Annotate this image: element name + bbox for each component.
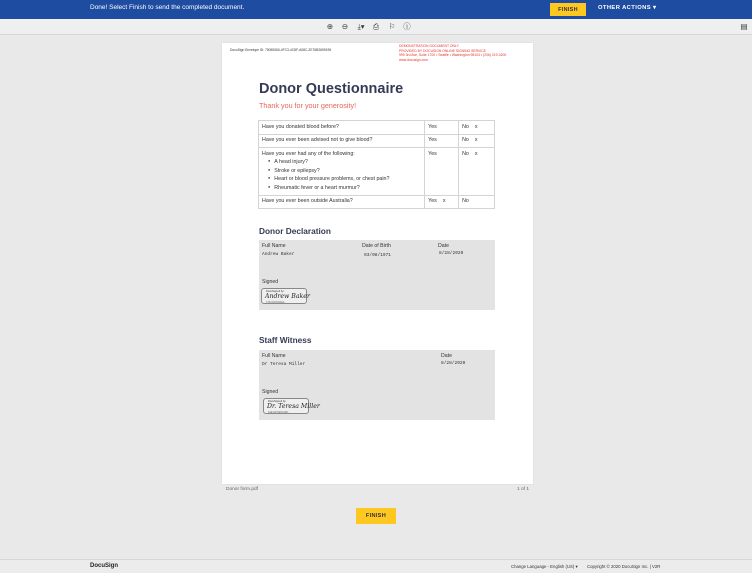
date-label: Date [438, 243, 449, 249]
document-title: Donor Questionnaire [259, 81, 404, 97]
download-icon[interactable]: ⤓▾ [357, 22, 365, 31]
date-value: 8/28/2020 [441, 361, 466, 366]
signature-hash: 4AE11F7FEDA46B... [268, 412, 290, 414]
no-cell[interactable] [459, 121, 495, 135]
yes-label: Yes [428, 198, 437, 204]
other-actions-menu[interactable]: OTHER ACTIONS ▾ [598, 5, 657, 11]
document-toolbar [0, 19, 752, 35]
list-item: ● Stroke or epilepsy? [268, 167, 421, 176]
zoom-out-icon[interactable]: ⊖ [341, 22, 349, 31]
full-name-label: Full Name [262, 353, 286, 359]
docusign-logo: DocuSign [90, 563, 118, 569]
document-page [222, 43, 533, 484]
comment-icon[interactable]: ⚐ [388, 22, 396, 31]
dob-label: Date of Birth [362, 243, 391, 249]
dob-value: 03/08/1971 [364, 253, 392, 258]
document-filename: Donor form.pdf [226, 487, 258, 492]
no-label: No [462, 137, 469, 143]
document-icon[interactable]: ▤ [740, 22, 748, 31]
declaration-title: Donor Declaration [259, 226, 331, 236]
document-subtitle: Thank you for your generosity! [259, 101, 357, 110]
yes-cell[interactable] [425, 134, 459, 148]
help-icon[interactable]: ⓘ [403, 22, 411, 31]
zoom-in-icon[interactable]: ⊕ [326, 22, 334, 31]
date-value: 8/28/2020 [439, 251, 464, 256]
finish-button-bottom[interactable]: FINISH [356, 508, 396, 524]
bottom-bar [0, 559, 752, 573]
no-label: No [462, 198, 469, 204]
checked-mark: x [474, 150, 478, 157]
demo-line: DEMONSTRATION DOCUMENT ONLY [399, 44, 459, 48]
table-row [259, 148, 495, 196]
page-indicator: 1 of 1 [517, 487, 530, 492]
checked-mark: x [442, 198, 446, 204]
yes-label: Yes [428, 137, 437, 143]
checked-mark: x [474, 123, 478, 130]
no-cell[interactable] [459, 148, 495, 196]
question: Have you donated blood before? [259, 121, 425, 135]
full-name-label: Full Name [262, 243, 286, 249]
signed-by-label: DocuSigned by: [266, 290, 285, 293]
list-item: ● A head injury? [268, 158, 421, 167]
yes-label: Yes [428, 150, 437, 157]
list-item: ● Rheumatic fever or a heart murmur? [268, 184, 421, 193]
declaration-card [259, 240, 495, 310]
top-banner [0, 0, 752, 19]
signed-label: Signed [262, 279, 279, 285]
table-row [259, 134, 495, 148]
no-label: No [462, 123, 469, 130]
condition-list [268, 158, 421, 192]
question [259, 148, 425, 196]
print-icon[interactable]: ⎙ [373, 22, 379, 31]
yes-cell[interactable] [425, 121, 459, 135]
date-label: Date [441, 353, 452, 359]
no-cell[interactable] [459, 195, 495, 209]
demo-line: www.docusign.com [399, 58, 429, 63]
demo-line: 999 3rd Ave, Suite 1700 • Seattle • Washington 98104 • (206) 219-0200 [399, 53, 507, 58]
question: Have you ever been advised not to give blood? [259, 134, 425, 148]
signature-hash: C70A1A5C004E4... [266, 302, 287, 304]
question-text: Have you ever had any of the following: [262, 150, 355, 157]
witness-card [259, 350, 495, 420]
witness-title: Staff Witness [259, 335, 312, 345]
change-language-select[interactable]: Change Language - English (US) ▾ [511, 564, 578, 569]
yes-cell[interactable] [425, 148, 459, 196]
signature-box [263, 398, 320, 414]
demo-line: PROVIDED BY DOCUSIGN ONLINE SIGNING SERVICE [399, 48, 486, 53]
yes-cell[interactable] [425, 195, 459, 209]
question: Have you ever been outside Australia? [259, 195, 425, 209]
table-row [259, 121, 495, 135]
list-item: ● Heart or blood pressure problems, or chest pain? [268, 175, 421, 184]
signature: Andrew Baker [265, 293, 310, 300]
checked-mark: x [474, 137, 478, 143]
table-row [259, 195, 495, 209]
full-name-value: Andrew Baker [262, 252, 295, 257]
finish-button-top[interactable]: FINISH [550, 3, 586, 16]
demo-notice [399, 44, 539, 63]
envelope-id: DocuSign Envelope ID: 75055360-4FC3-4C8F-A08C-2E76B2659195 [230, 48, 332, 52]
copyright: Copyright © 2020 DocuSign Inc. | V2R [587, 564, 661, 569]
signed-by-label: DocuSigned by: [268, 400, 287, 403]
signature: Dr. Teresa Miller [267, 403, 320, 410]
completion-message: Done! Select Finish to send the completed document. [90, 4, 245, 11]
signed-label: Signed [262, 389, 279, 395]
yes-label: Yes [428, 123, 437, 130]
no-label: No [462, 150, 469, 157]
no-cell[interactable] [459, 134, 495, 148]
signature-box [261, 288, 310, 304]
full-name-value: Dr Teresa Miller [262, 362, 306, 367]
questionnaire-table [258, 120, 495, 209]
